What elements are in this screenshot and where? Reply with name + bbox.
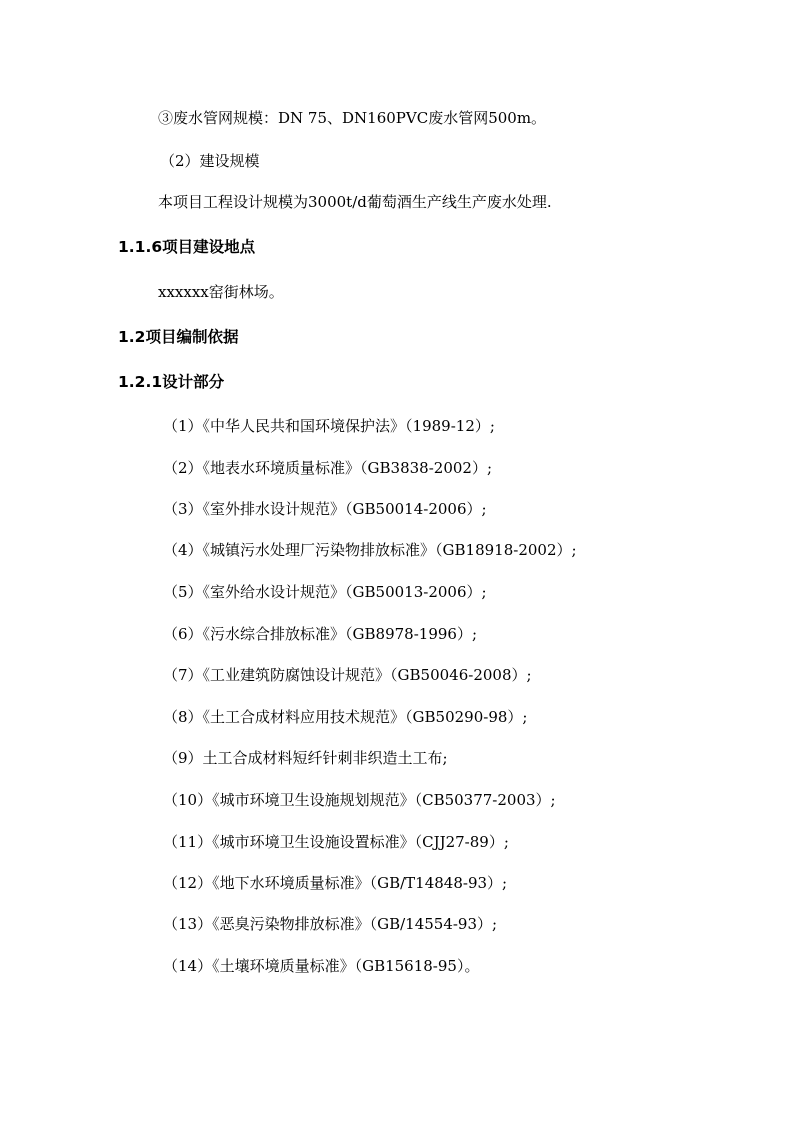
- reference-item: （12）《地下水环境质量标准》（GB/T14848-93）;: [163, 874, 508, 892]
- reference-item: （5）《室外给水设计规范》（GB50013-2006）;: [163, 583, 487, 601]
- section-1-2-title: 1.2项目编制依据: [118, 328, 239, 346]
- reference-item: （3）《室外排水设计规范》（GB50014-2006）;: [163, 500, 487, 518]
- construction-scale-heading: （2）建设规模: [160, 152, 260, 170]
- reference-item: （6）《污水综合排放标准》（GB8978-1996）;: [163, 625, 478, 643]
- reference-item: （14）《土壤环境质量标准》（GB15618-95）。: [163, 957, 480, 975]
- reference-item: （11）《城市环境卫生设施设置标准》（CJJ27-89）;: [163, 833, 509, 851]
- reference-item: （13）《恶臭污染物排放标准》（GB/14554-93）;: [163, 915, 498, 933]
- section-1-2-1-title: 1.2.1设计部分: [118, 373, 225, 391]
- reference-item: （10）《城市环境卫生设施规划规范》（CB50377-2003）;: [163, 791, 556, 809]
- pipe-network-paragraph: ③废水管网规模：DN 75、DN160PVC废水管网500m。: [158, 109, 547, 127]
- reference-item: （7）《工业建筑防腐蚀设计规范》（GB50046-2008）;: [163, 666, 532, 684]
- reference-item: （9）土工合成材料短纤针刺非织造土工布;: [163, 749, 448, 767]
- reference-item: （4）《城镇污水处理厂污染物排放标准》（GB18918-2002）;: [163, 541, 577, 559]
- section-1-1-6-text: xxxxxx窑街林场。: [158, 283, 284, 301]
- reference-item: （8）《土工合成材料应用技术规范》（GB50290-98）;: [163, 708, 528, 726]
- reference-item: （2）《地表水环境质量标准》（GB3838-2002）;: [163, 459, 493, 477]
- reference-item: （1）《中华人民共和国环境保护法》（1989-12）;: [163, 417, 495, 435]
- section-1-1-6-title: 1.1.6项目建设地点: [118, 238, 256, 256]
- construction-scale-paragraph: 本项目工程设计规模为3000t/d葡萄酒生产线生产废水处理.: [158, 193, 552, 211]
